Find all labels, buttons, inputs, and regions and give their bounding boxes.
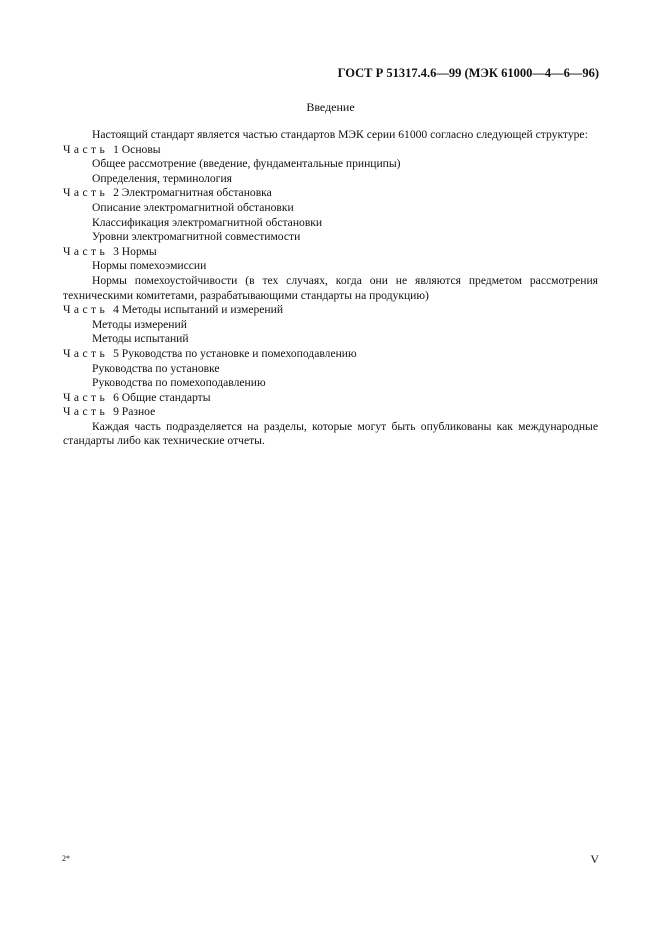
part-word: Часть <box>63 186 109 200</box>
document-body <box>63 128 598 449</box>
intro-paragraph: Настоящий стандарт является частью стандартов МЭК серии 61000 согласно следующей структуре: <box>92 128 588 141</box>
page-number: V <box>590 852 599 866</box>
part-5 <box>63 347 598 391</box>
part-4 <box>63 303 598 347</box>
part-item: Методы измерений <box>92 317 187 331</box>
part-number: 2 <box>113 186 119 200</box>
part-name: Основы <box>121 142 161 156</box>
part-word: Часть <box>63 303 109 317</box>
part-item: Методы испытаний <box>92 332 189 346</box>
part-word: Часть <box>63 390 109 404</box>
part-number: 3 <box>113 244 119 258</box>
signature-mark: 2* <box>62 854 70 863</box>
part-item: Руководства по помехоподавлению <box>92 376 266 390</box>
part-word: Часть <box>63 142 109 156</box>
part-name: Электромагнитная обстановка <box>121 186 272 200</box>
part-item: Уровни электромагнитной совместимости <box>92 230 301 244</box>
part-name: Руководства по установке и помехоподавлению <box>121 346 357 360</box>
part-item: Классификация электромагнитной обстановки <box>92 215 323 229</box>
part-item: Руководства по установке <box>92 361 220 375</box>
part-number: 1 <box>113 142 119 156</box>
part-number: 5 <box>113 346 119 360</box>
document-header: ГОСТ Р 51317.4.6—99 (МЭК 61000—4—6—96) <box>337 66 599 80</box>
part-1 <box>63 143 598 187</box>
part-word: Часть <box>63 244 109 258</box>
part-name: Методы испытаний и измерений <box>121 303 284 317</box>
part-item: Описание электромагнитной обстановки <box>92 200 294 214</box>
part-name: Разное <box>121 405 156 419</box>
part-number: 9 <box>113 405 119 419</box>
part-name: Общие стандарты <box>121 390 211 404</box>
part-9 <box>63 405 598 420</box>
part-3 <box>63 245 598 303</box>
part-item: Нормы помехоустойчивости (в тех случаях, когда они не являются предметом рассмотрения техническими комитетами, разрабатывающими стандарты на продукцию) <box>63 273 598 302</box>
section-title: Введение <box>306 100 355 114</box>
part-item: Общее рассмотрение (введение, фундаментальные принципы) <box>92 157 401 171</box>
closing-paragraph: Каждая часть подразделяется на разделы, которые могут быть опубликованы как международные стандарты либо как технические отчеты. <box>63 419 598 448</box>
part-number: 6 <box>113 390 119 404</box>
part-6 <box>63 391 598 406</box>
part-item: Определения, терминология <box>92 171 232 185</box>
part-number: 4 <box>113 303 119 317</box>
part-name: Нормы <box>121 244 157 258</box>
part-item: Нормы помехоэмиссии <box>92 259 207 273</box>
part-2 <box>63 186 598 244</box>
part-word: Часть <box>63 346 109 360</box>
part-word: Часть <box>63 405 109 419</box>
